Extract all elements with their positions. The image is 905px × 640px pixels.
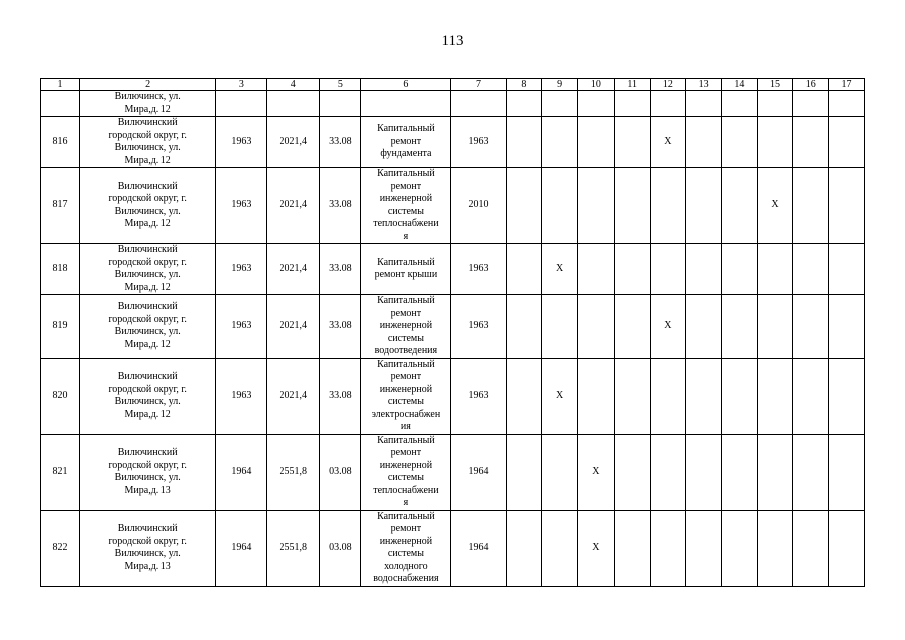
address-cell-line: городской округ, г. [108,193,187,204]
work-type-cell-line: ремонт [390,523,422,534]
column-header-17: 17 [829,79,865,91]
row-number-cell: 819 [41,295,80,359]
year-last-repair-cell: 1964 [451,434,506,510]
period-mark-cell-8 [506,117,542,168]
year-last-repair-cell: 1963 [451,295,506,359]
address-cell-line: Мира,д. 12 [124,338,171,350]
address-cell-line: Вилючинский [117,301,178,313]
work-type-cell-line: ия [400,421,411,432]
row-number-cell: 817 [41,168,80,244]
address-cell-line: городской округ, г. [108,459,187,471]
code-cell: 33.08 [320,295,361,359]
address-line: Вилючинск, ул. [114,91,181,102]
address-cell-line: городской округ, г. [108,313,187,325]
continuation-row [41,91,865,117]
period-mark-cell-15 [757,295,793,359]
work-type-cell-line: системы [387,396,424,407]
work-type-cell [361,117,451,168]
address-cell [79,295,215,359]
empty-cell [686,91,722,117]
period-mark-cell-9 [542,117,578,168]
area-cell: 2551,8 [267,510,320,586]
period-mark-cell-12: X [650,295,686,359]
work-type-cell-line: ремонт [390,135,422,147]
code-cell: 33.08 [320,358,361,434]
code-cell: 03.08 [320,434,361,510]
column-header-8: 8 [506,79,542,91]
period-mark-cell-12 [650,244,686,295]
period-mark-cell-9 [542,295,578,359]
work-type-cell-line: системы [387,548,424,559]
year-cell: 1964 [216,434,267,510]
period-mark-cell-15 [757,510,793,586]
work-type-cell-line: инженерной [379,535,433,547]
year-last-repair-cell: 1963 [451,358,506,434]
empty-cell [577,91,614,117]
empty-cell [757,91,793,117]
work-type-cell-line: инженерной [379,459,433,471]
period-mark-cell-17 [829,295,865,359]
area-cell: 2021,4 [267,168,320,244]
period-mark-cell-10: X [577,434,614,510]
address-cell-line: городской округ, г. [108,383,187,395]
year-last-repair-cell: 1963 [451,117,506,168]
address-cell-line: Вилючинск, ул. [114,326,181,338]
column-header-1: 1 [41,79,80,91]
area-cell: 2551,8 [267,434,320,510]
work-type-cell [361,295,451,359]
work-type-cell-line: инженерной [379,193,433,204]
column-header-12: 12 [650,79,686,91]
period-mark-cell-11 [614,510,650,586]
empty-cell [650,91,686,117]
period-mark-cell-10 [577,168,614,244]
column-header-15: 15 [757,79,793,91]
period-mark-cell-12 [650,434,686,510]
empty-cell [793,91,829,117]
period-mark-cell-13 [686,168,722,244]
column-header-4: 4 [267,79,320,91]
period-mark-cell-11 [614,244,650,295]
column-header-11: 11 [614,79,650,91]
period-mark-cell-16 [793,168,829,244]
work-type-cell-line: Капитальный [377,358,435,370]
work-type-cell [361,244,451,295]
row-number-cell: 816 [41,117,80,168]
work-type-cell-line: инженерной [379,383,433,395]
period-mark-cell-14 [721,117,757,168]
row-number-cell: 818 [41,244,80,295]
period-mark-cell-9: X [542,244,578,295]
period-mark-cell-17 [829,358,865,434]
period-mark-cell-9 [542,168,578,244]
period-mark-cell-11 [614,168,650,244]
row-number-cell: 820 [41,358,80,434]
work-type-cell-line: ремонт [390,307,422,319]
work-type-cell-line: теплоснабжени [373,484,439,496]
code-cell: 33.08 [320,244,361,295]
address-cell-line: Мира,д. 13 [124,484,171,496]
period-mark-cell-9 [542,434,578,510]
address-cell [79,510,215,586]
table-row [41,117,865,168]
column-header-13: 13 [686,79,722,91]
period-mark-cell-10 [577,358,614,434]
empty-cell [361,91,451,117]
empty-cell [614,91,650,117]
period-mark-cell-16 [793,117,829,168]
address-cell-line: Вилючинский [117,180,178,192]
work-type-cell-line: я [403,497,409,508]
continuation-num-cell [41,91,80,117]
table-row [41,510,865,586]
work-type-cell-line: ремонт [390,371,422,382]
work-type-cell-line: фундамента [380,148,432,160]
period-mark-cell-14 [721,244,757,295]
work-type-cell-line: я [403,230,409,242]
table-header [41,79,865,91]
area-cell: 2021,4 [267,244,320,295]
empty-cell [721,91,757,117]
address-cell [79,244,215,295]
period-mark-cell-11 [614,358,650,434]
column-header-14: 14 [721,79,757,91]
period-mark-cell-15 [757,117,793,168]
column-header-7: 7 [451,79,506,91]
work-type-cell-line: электроснабжен [371,408,441,420]
period-mark-cell-12 [650,168,686,244]
table-body [41,91,865,587]
address-cell-line: городской округ, г. [108,256,187,268]
work-type-cell-line: холодного [384,560,428,572]
year-cell: 1963 [216,168,267,244]
work-type-cell-line: водоснабжения [373,573,439,584]
work-type-cell-line: системы [387,205,424,217]
address-cell-line: Мира,д. 13 [124,560,171,572]
period-mark-cell-14 [721,168,757,244]
code-cell: 33.08 [320,168,361,244]
table-row [41,358,865,434]
period-mark-cell-8 [506,244,542,295]
period-mark-cell-12 [650,358,686,434]
period-mark-cell-15 [757,434,793,510]
period-mark-cell-16 [793,358,829,434]
work-type-cell-line: ремонт [390,180,422,192]
period-mark-cell-14 [721,358,757,434]
year-cell: 1964 [216,510,267,586]
year-last-repair-cell: 1963 [451,244,506,295]
table-row [41,168,865,244]
address-cell-line: Вилючинск, ул. [114,142,181,153]
area-cell: 2021,4 [267,358,320,434]
work-type-cell [361,434,451,510]
empty-cell [451,91,506,117]
work-type-cell-line: водоотведения [374,345,438,356]
work-type-cell-line: инженерной [379,320,433,331]
work-type-cell-line: системы [387,472,424,483]
period-mark-cell-13 [686,244,722,295]
address-cell-line: Мира,д. 12 [124,154,171,166]
address-cell-line: Вилючинский [117,447,178,458]
period-mark-cell-16 [793,434,829,510]
column-header-9: 9 [542,79,578,91]
period-mark-cell-9: X [542,358,578,434]
period-mark-cell-11 [614,295,650,359]
period-mark-cell-12 [650,510,686,586]
work-type-cell [361,168,451,244]
empty-cell [829,91,865,117]
period-mark-cell-17 [829,117,865,168]
period-mark-cell-14 [721,510,757,586]
work-type-cell [361,358,451,434]
period-mark-cell-10 [577,117,614,168]
address-cell-line: городской округ, г. [108,129,187,141]
address-cell [79,117,215,168]
header-row [41,79,865,91]
period-mark-cell-11 [614,434,650,510]
year-last-repair-cell: 1964 [451,510,506,586]
code-cell: 03.08 [320,510,361,586]
period-mark-cell-14 [721,434,757,510]
capital-repair-table [40,78,865,587]
period-mark-cell-10 [577,295,614,359]
work-type-cell-line: ремонт крыши [374,269,438,280]
period-mark-cell-15: X [757,168,793,244]
address-cell-line: Вилючинск, ул. [114,548,181,559]
work-type-cell-line: Капитальный [377,256,435,268]
period-mark-cell-13 [686,295,722,359]
row-number-cell: 821 [41,434,80,510]
period-mark-cell-13 [686,510,722,586]
period-mark-cell-17 [829,244,865,295]
page-number: 113 [441,33,464,49]
column-header-6: 6 [361,79,451,91]
period-mark-cell-13 [686,434,722,510]
period-mark-cell-8 [506,168,542,244]
period-mark-cell-13 [686,358,722,434]
address-cell-line: Вилючинск, ул. [114,205,181,217]
period-mark-cell-15 [757,358,793,434]
period-mark-cell-10: X [577,510,614,586]
period-mark-cell-16 [793,510,829,586]
table-row [41,434,865,510]
area-cell: 2021,4 [267,117,320,168]
empty-cell [216,91,267,117]
address-cell-line: Мира,д. 12 [124,408,171,420]
table-row [41,295,865,359]
column-header-10: 10 [577,79,614,91]
column-header-2: 2 [79,79,215,91]
address-cell [79,434,215,510]
empty-cell [267,91,320,117]
period-mark-cell-16 [793,295,829,359]
empty-cell [506,91,542,117]
period-mark-cell-12: X [650,117,686,168]
empty-cell [542,91,578,117]
address-cell-line: Вилючинск, ул. [114,396,181,407]
period-mark-cell-13 [686,117,722,168]
period-mark-cell-11 [614,117,650,168]
period-mark-cell-16 [793,244,829,295]
work-type-cell [361,510,451,586]
work-type-cell-line: Капитальный [377,168,435,179]
year-cell: 1963 [216,295,267,359]
empty-cell [320,91,361,117]
period-mark-cell-15 [757,244,793,295]
year-cell: 1963 [216,358,267,434]
year-cell: 1963 [216,117,267,168]
work-type-cell-line: Капитальный [377,510,435,522]
period-mark-cell-8 [506,358,542,434]
work-type-cell-line: системы [387,332,424,344]
address-cell-line: Вилючинский [117,117,178,128]
period-mark-cell-10 [577,244,614,295]
continuation-address-cell [79,91,215,117]
address-cell-line: Мира,д. 12 [124,218,171,229]
work-type-cell-line: Капитальный [377,123,435,135]
period-mark-cell-8 [506,434,542,510]
work-type-cell-line: теплоснабжени [373,218,439,229]
address-cell-line: Вилючинский [117,523,178,534]
row-number-cell: 822 [41,510,80,586]
column-header-5: 5 [320,79,361,91]
period-mark-cell-17 [829,434,865,510]
address-cell [79,358,215,434]
period-mark-cell-8 [506,295,542,359]
period-mark-cell-9 [542,510,578,586]
area-cell: 2021,4 [267,295,320,359]
work-type-cell-line: Капитальный [377,295,435,306]
year-cell: 1963 [216,244,267,295]
address-cell-line: Мира,д. 12 [124,281,171,293]
address-cell-line: Вилючинск, ул. [114,472,181,483]
address-cell [79,168,215,244]
address-line: Мира,д. 12 [124,103,171,115]
work-type-cell-line: ремонт [390,447,422,458]
table-row [41,244,865,295]
column-header-16: 16 [793,79,829,91]
period-mark-cell-14 [721,295,757,359]
code-cell: 33.08 [320,117,361,168]
address-cell-line: Вилючинский [117,371,178,382]
column-header-3: 3 [216,79,267,91]
address-cell-line: Вилючинский [117,244,178,255]
period-mark-cell-17 [829,510,865,586]
period-mark-cell-17 [829,168,865,244]
address-cell-line: городской округ, г. [108,535,187,547]
year-last-repair-cell: 2010 [451,168,506,244]
work-type-cell-line: Капитальный [377,434,435,446]
period-mark-cell-8 [506,510,542,586]
address-cell-line: Вилючинск, ул. [114,269,181,280]
